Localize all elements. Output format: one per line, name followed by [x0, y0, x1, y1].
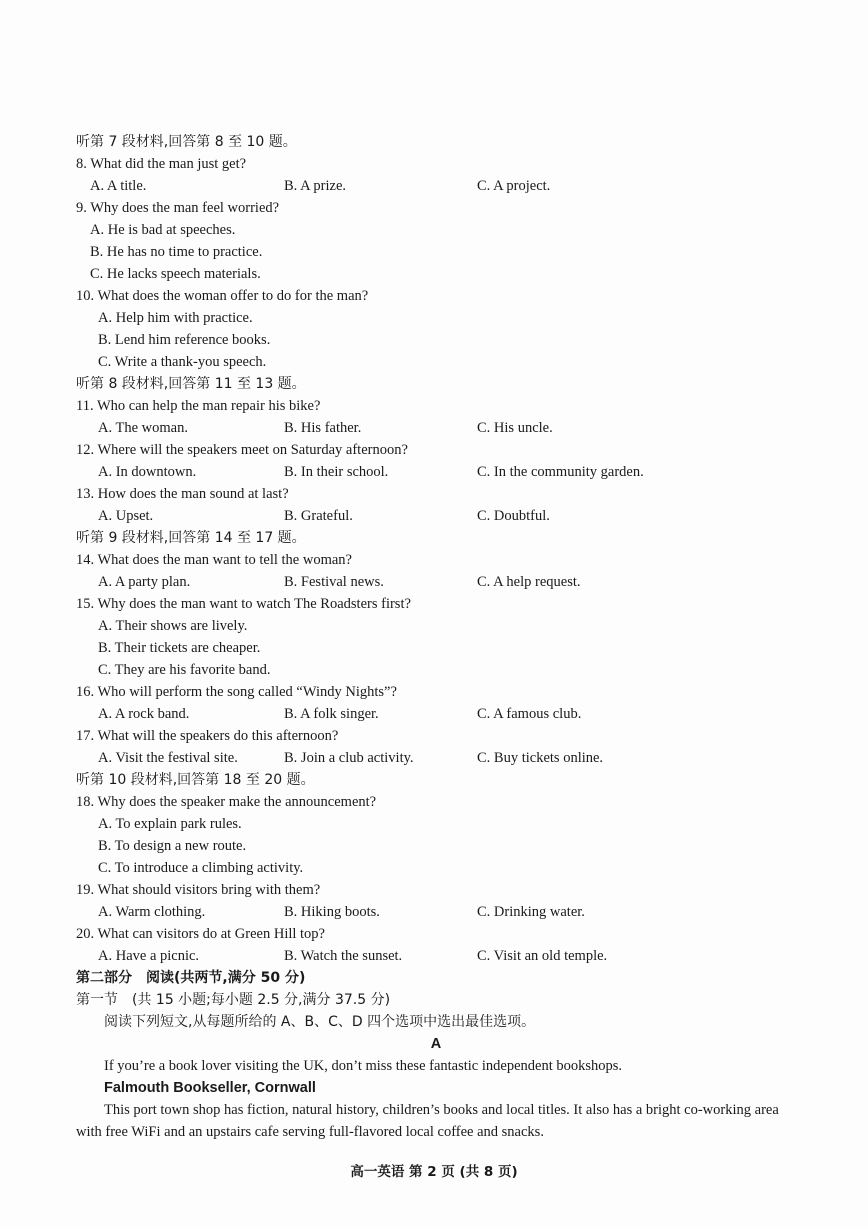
option-b: B. Lend him reference books. [98, 332, 271, 348]
option-a: A. A title. [90, 178, 147, 194]
option-a: A. The woman. [98, 420, 188, 436]
options-16 [76, 703, 796, 725]
option-c: C. A help request. [477, 574, 581, 590]
passage-intro: If you’re a book lover visiting the UK, don’t miss these fantastic independent bookshops. [104, 1058, 623, 1074]
option-a: A. Have a picnic. [98, 948, 200, 964]
part-2-section-1: 第一节 (共 15 小题;每小题 2.5 分,满分 37.5 分) [76, 992, 391, 1008]
option-b: B. Grateful. [284, 508, 353, 524]
option-c: C. His uncle. [477, 420, 553, 436]
section-heading-9: 听第 9 段材料,回答第 14 至 17 题。 [76, 530, 306, 546]
option-c: C. Buy tickets online. [477, 750, 604, 766]
option-b: B. Join a club activity. [284, 750, 414, 766]
options-17 [76, 747, 796, 769]
options-12 [76, 461, 796, 483]
option-c: C. Drinking water. [477, 904, 585, 920]
option-c: C. A project. [477, 178, 551, 194]
options-9 [76, 219, 796, 285]
options-20 [76, 945, 796, 967]
option-a: A. Their shows are lively. [98, 618, 248, 634]
option-c: C. Write a thank-you speech. [98, 354, 267, 370]
option-b: B. Hiking boots. [284, 904, 380, 920]
option-a: A. A party plan. [98, 574, 191, 590]
option-b: B. His father. [284, 420, 362, 436]
option-a: A. Help him with practice. [98, 310, 253, 326]
shop-title: Falmouth Bookseller, Cornwall [104, 1080, 316, 1096]
page-content [76, 131, 796, 1143]
option-b: B. Festival news. [284, 574, 384, 590]
question-14: 14. What does the man want to tell the woman? [76, 552, 352, 568]
option-a: A. Warm clothing. [98, 904, 206, 920]
option-a: A. A rock band. [98, 706, 190, 722]
option-b: B. A prize. [284, 178, 347, 194]
options-8 [76, 175, 796, 197]
options-19 [76, 901, 796, 923]
options-13 [76, 505, 796, 527]
options-15 [76, 615, 796, 681]
option-b: B. Watch the sunset. [284, 948, 403, 964]
option-c: C. He lacks speech materials. [90, 266, 261, 282]
option-c: C. To introduce a climbing activity. [98, 860, 304, 876]
question-13: 13. How does the man sound at last? [76, 486, 289, 502]
options-18 [76, 813, 796, 879]
option-c: C. A famous club. [477, 706, 582, 722]
question-20: 20. What can visitors do at Green Hill top? [76, 926, 325, 942]
option-b: B. To design a new route. [98, 838, 247, 854]
question-18: 18. Why does the speaker make the announcement? [76, 794, 377, 810]
option-c: C. They are his favorite band. [98, 662, 271, 678]
shop-description: This port town shop has fiction, natural history, children’s books and local titles. It also has a bright co-working area with free WiFi and an upstairs cafe serving full-flavored local coffee and snacks. [76, 1102, 779, 1140]
options-10 [76, 307, 796, 373]
option-b: B. He has no time to practice. [90, 244, 263, 260]
question-19: 19. What should visitors bring with them? [76, 882, 321, 898]
question-15: 15. Why does the man want to watch The Roadsters first? [76, 596, 411, 612]
question-16: 16. Who will perform the song called “Windy Nights”? [76, 684, 397, 700]
section-heading-8: 听第 8 段材料,回答第 11 至 13 题。 [76, 376, 306, 392]
option-b: B. Their tickets are cheaper. [98, 640, 261, 656]
question-11: 11. Who can help the man repair his bike? [76, 398, 321, 414]
question-12: 12. Where will the speakers meet on Saturday afternoon? [76, 442, 408, 458]
option-c: C. Doubtful. [477, 508, 550, 524]
reading-instruction: 阅读下列短文,从每题所给的 A、B、C、D 四个选项中选出最佳选项。 [104, 1014, 536, 1030]
part-2-title: 第二部分 阅读(共两节,满分 50 分) [76, 970, 306, 986]
question-9: 9. Why does the man feel worried? [76, 200, 280, 216]
question-8: 8. What did the man just get? [76, 156, 247, 172]
options-14 [76, 571, 796, 593]
option-a: A. In downtown. [98, 464, 197, 480]
page-footer: 高一英语 第 2 页 (共 8 页) [350, 1164, 518, 1180]
option-c: C. In the community garden. [477, 464, 644, 480]
option-c: C. Visit an old temple. [477, 948, 608, 964]
option-b: B. A folk singer. [284, 706, 379, 722]
options-11 [76, 417, 796, 439]
option-b: B. In their school. [284, 464, 389, 480]
question-10: 10. What does the woman offer to do for the man? [76, 288, 369, 304]
question-17: 17. What will the speakers do this afternoon? [76, 728, 339, 744]
section-heading-7: 听第 7 段材料,回答第 8 至 10 题。 [76, 134, 297, 150]
passage-label: A [430, 1036, 442, 1052]
option-a: A. To explain park rules. [98, 816, 242, 832]
option-a: A. Visit the festival site. [98, 750, 238, 766]
section-heading-10: 听第 10 段材料,回答第 18 至 20 题。 [76, 772, 315, 788]
option-a: A. He is bad at speeches. [90, 222, 236, 238]
option-a: A. Upset. [98, 508, 154, 524]
